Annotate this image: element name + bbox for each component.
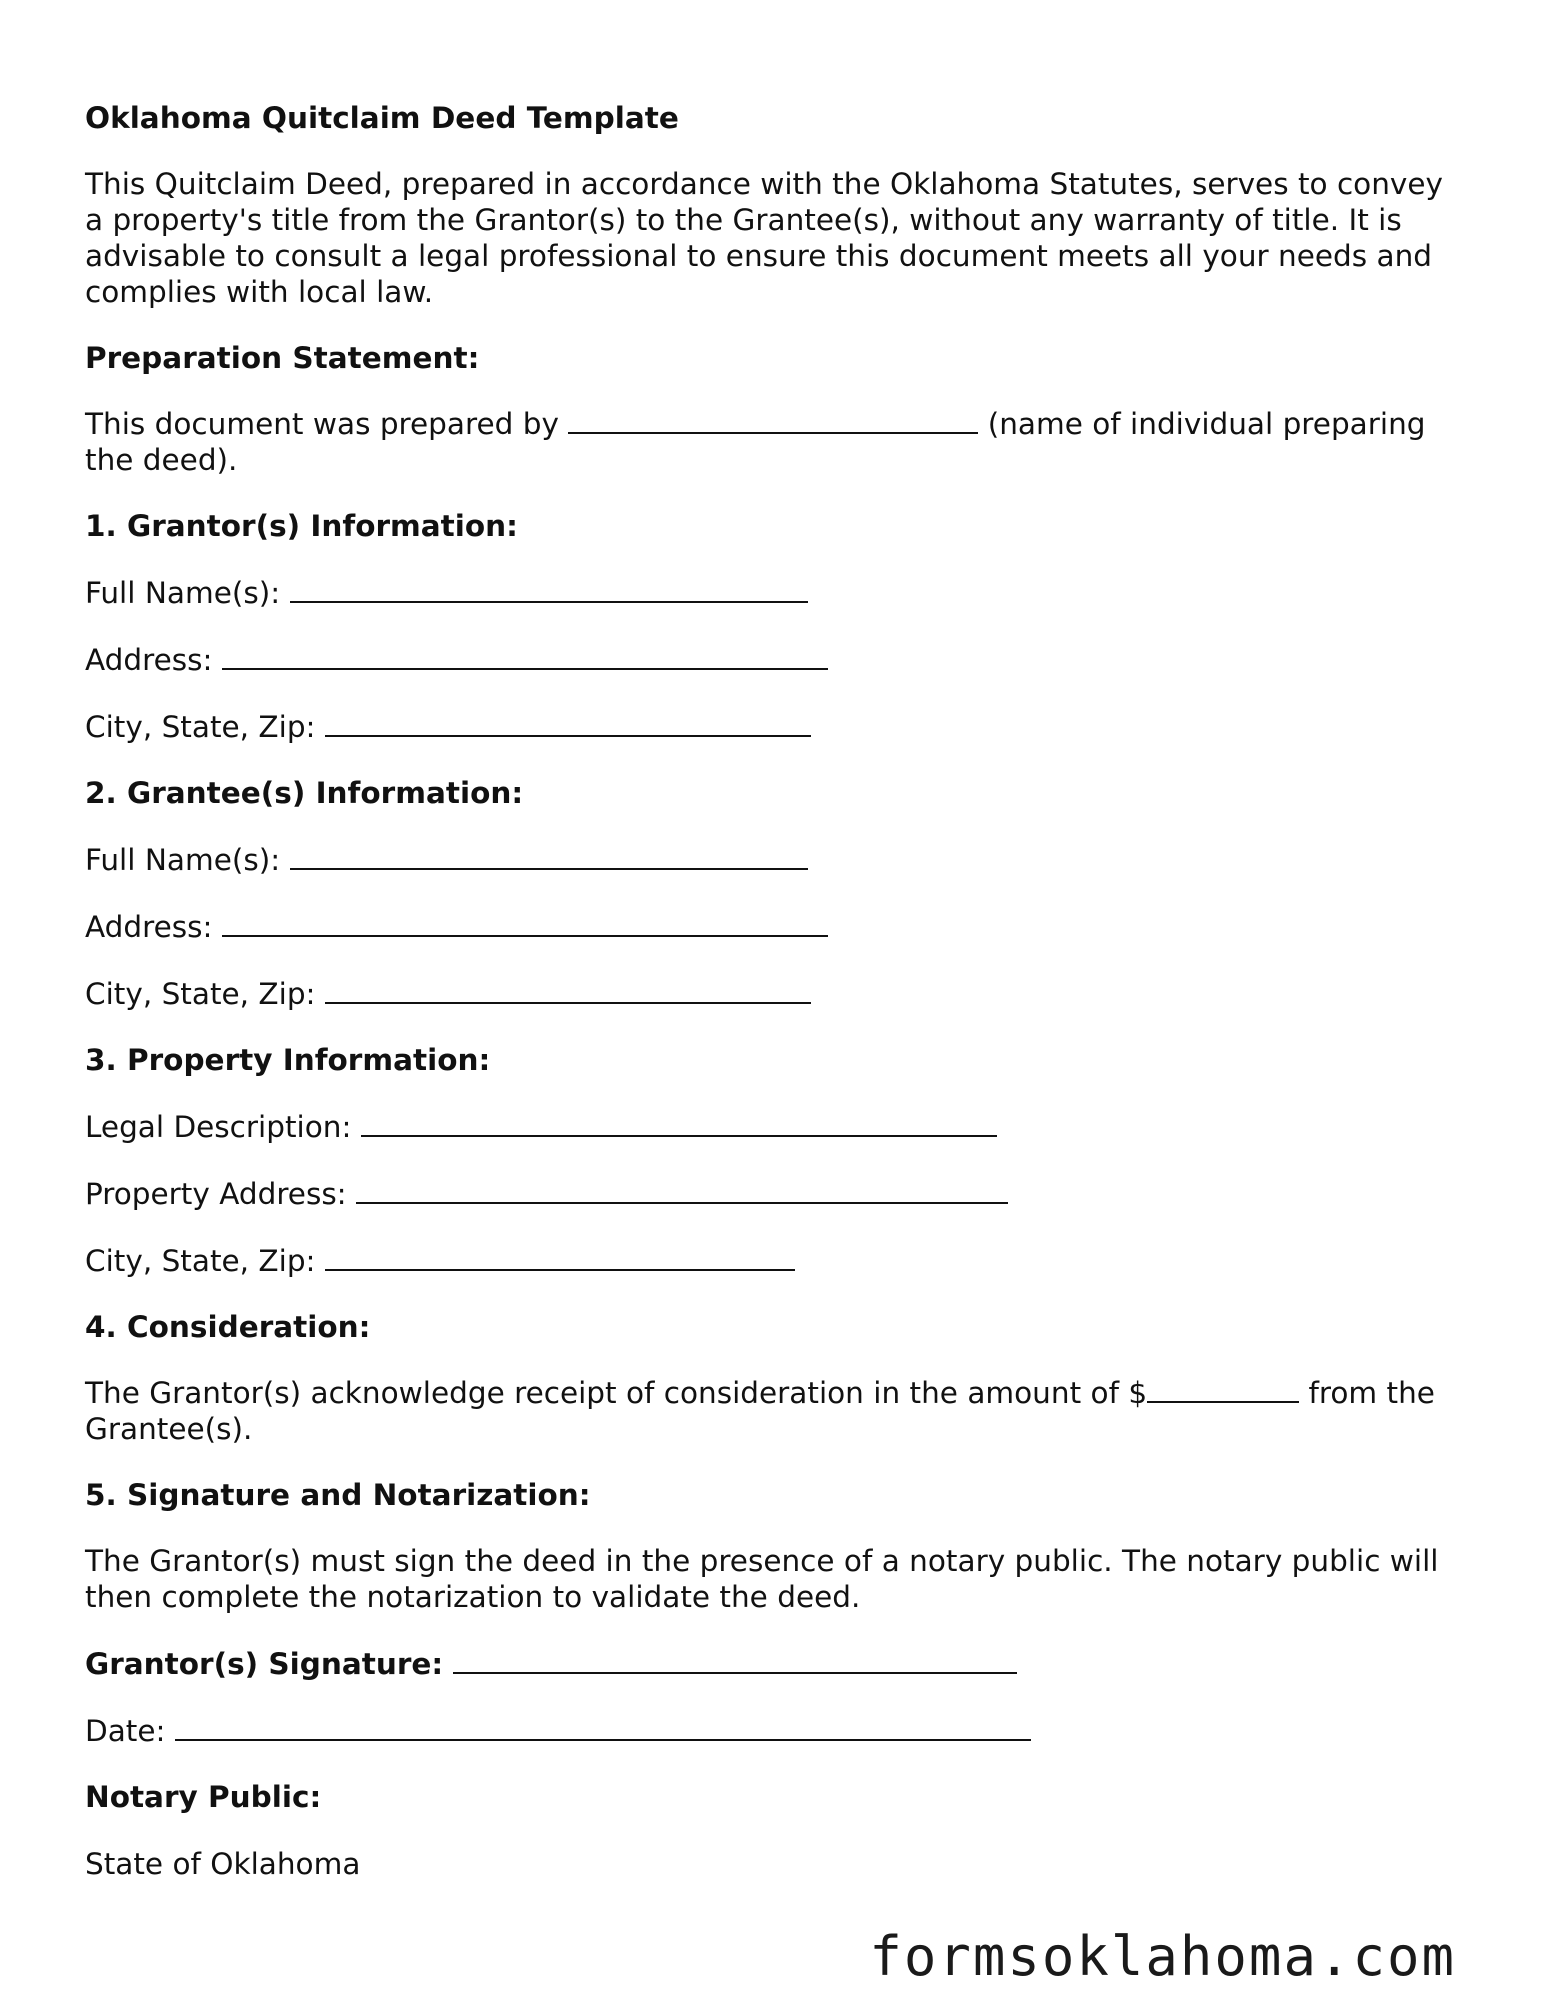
legal-description-row bbox=[85, 1109, 1465, 1145]
prep-text-after: (name of individual preparing the deed). bbox=[85, 407, 1426, 477]
signature-paragraph: The Grantor(s) must sign the deed in the presence of a notary public. The notary public will then complete the notarization to validate the deed. bbox=[85, 1544, 1439, 1614]
signature-heading: 5. Signature and Notarization: bbox=[85, 1478, 591, 1512]
property-csz-field[interactable] bbox=[325, 1243, 795, 1271]
consideration-text-before: The Grantor(s) acknowledge receipt of consideration in the amount of $ bbox=[85, 1376, 1148, 1410]
grantor-name-row bbox=[85, 575, 1465, 611]
legal-description-field[interactable] bbox=[361, 1109, 997, 1137]
grantee-address-field[interactable] bbox=[222, 909, 828, 937]
grantee-csz-row bbox=[85, 976, 1465, 1012]
grantee-name-label: Full Name(s): bbox=[85, 843, 281, 877]
grantor-csz-field[interactable] bbox=[325, 709, 811, 737]
notary-heading: Notary Public: bbox=[85, 1780, 322, 1814]
grantee-name-field[interactable] bbox=[290, 842, 808, 870]
date-field[interactable] bbox=[175, 1713, 1031, 1741]
grantor-name-label: Full Name(s): bbox=[85, 576, 281, 610]
property-address-row bbox=[85, 1176, 1465, 1212]
grantor-address-field[interactable] bbox=[222, 642, 828, 670]
grantor-signature-field[interactable] bbox=[453, 1646, 1017, 1674]
grantor-name-field[interactable] bbox=[290, 575, 808, 603]
grantor-address-label: Address: bbox=[85, 643, 213, 677]
grantor-signature-label: Grantor(s) Signature: bbox=[85, 1647, 444, 1681]
property-address-field[interactable] bbox=[356, 1176, 1008, 1204]
site-watermark: formsoklahoma.com bbox=[869, 1925, 1456, 1988]
grantor-csz-row bbox=[85, 709, 1465, 745]
consideration-statement bbox=[85, 1375, 1465, 1447]
property-heading: 3. Property Information: bbox=[85, 1043, 491, 1077]
document-title: Oklahoma Quitclaim Deed Template bbox=[85, 101, 679, 135]
property-address-label: Property Address: bbox=[85, 1177, 347, 1211]
grantor-address-row bbox=[85, 642, 1465, 678]
grantee-address-row bbox=[85, 909, 1465, 945]
grantee-address-label: Address: bbox=[85, 910, 213, 944]
preparer-name-field[interactable] bbox=[568, 406, 978, 434]
grantor-heading: 1. Grantor(s) Information: bbox=[85, 509, 518, 543]
consideration-heading: 4. Consideration: bbox=[85, 1310, 371, 1344]
grantee-heading: 2. Grantee(s) Information: bbox=[85, 776, 524, 810]
prep-text-before: This document was prepared by bbox=[85, 407, 559, 441]
grantee-name-row bbox=[85, 842, 1465, 878]
deed-document bbox=[85, 100, 1465, 1882]
notary-state: State of Oklahoma bbox=[85, 1847, 361, 1881]
consideration-amount-field[interactable] bbox=[1147, 1375, 1299, 1403]
grantor-signature-row bbox=[85, 1646, 1465, 1682]
property-csz-label: City, State, Zip: bbox=[85, 1244, 316, 1278]
prep-statement bbox=[85, 406, 1465, 478]
grantee-csz-label: City, State, Zip: bbox=[85, 977, 316, 1011]
grantor-csz-label: City, State, Zip: bbox=[85, 710, 316, 744]
consideration-text-after: from the Grantee(s). bbox=[85, 1376, 1435, 1446]
property-csz-row bbox=[85, 1243, 1465, 1279]
legal-description-label: Legal Description: bbox=[85, 1110, 352, 1144]
date-label: Date: bbox=[85, 1714, 166, 1748]
intro-paragraph: This Quitclaim Deed, prepared in accordance with the Oklahoma Statutes, serves to convey a property's title from the Grantor(s) to the Grantee(s), without any warranty of title. It is advisable to consult a legal professional to ensure this document meets all your needs and complies with local law. bbox=[85, 167, 1443, 309]
grantee-csz-field[interactable] bbox=[325, 976, 811, 1004]
date-row bbox=[85, 1713, 1465, 1749]
prep-heading: Preparation Statement: bbox=[85, 341, 480, 375]
